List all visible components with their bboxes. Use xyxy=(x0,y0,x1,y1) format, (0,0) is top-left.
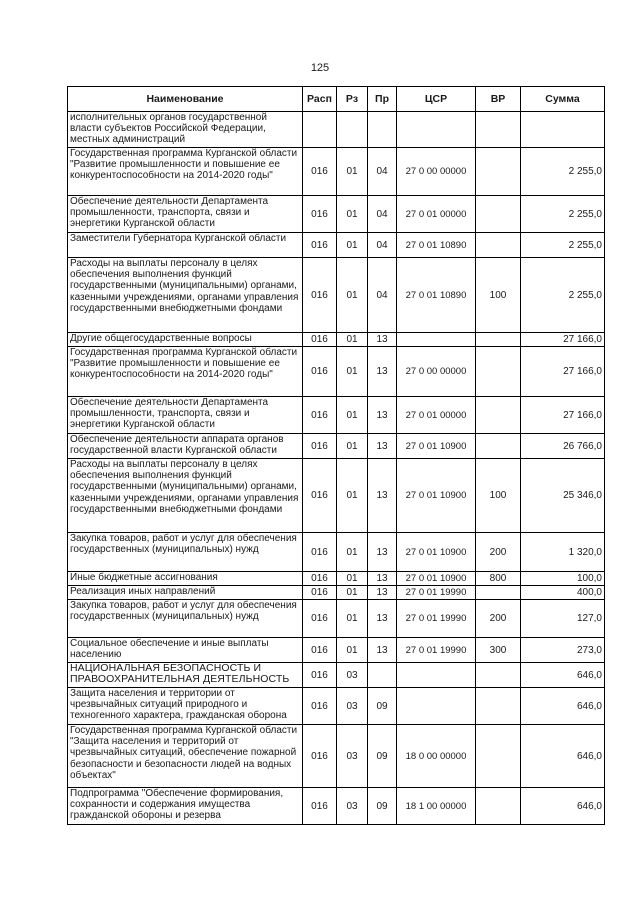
cell-sum xyxy=(521,112,605,148)
table-row xyxy=(68,725,605,788)
cell-name: Государственная программа Курганской области "Развитие промышленности и повышение ее конкурентоспособности на 2014-2020 годы" xyxy=(68,347,303,397)
cell-pr: 13 xyxy=(368,533,397,572)
cell-rasp: 016 xyxy=(303,347,337,397)
cell-sum: 400,0 xyxy=(521,586,605,600)
table-row xyxy=(68,196,605,233)
cell-csr: 27 0 01 19990 xyxy=(397,586,476,600)
cell-rz: 03 xyxy=(337,788,368,825)
cell-vr xyxy=(476,688,521,725)
table-row xyxy=(68,788,605,825)
cell-sum: 2 255,0 xyxy=(521,148,605,196)
table-row xyxy=(68,258,605,333)
cell-pr: 13 xyxy=(368,586,397,600)
cell-name: Государственная программа Курганской области "Защита населения и территорий от чрезвычайных ситуаций, обеспечение пожарной безопасности и безопасности людей на водных объектах" xyxy=(68,725,303,788)
cell-csr xyxy=(397,112,476,148)
cell-csr xyxy=(397,688,476,725)
cell-rasp: 016 xyxy=(303,397,337,434)
cell-rz: 01 xyxy=(337,258,368,333)
cell-vr xyxy=(476,788,521,825)
cell-vr: 200 xyxy=(476,600,521,638)
table-row xyxy=(68,434,605,459)
cell-rz: 01 xyxy=(337,333,368,347)
cell-pr: 13 xyxy=(368,638,397,663)
cell-pr: 09 xyxy=(368,688,397,725)
cell-name: Иные бюджетные ассигнования xyxy=(68,572,303,586)
cell-pr: 09 xyxy=(368,788,397,825)
cell-vr xyxy=(476,347,521,397)
cell-rz: 01 xyxy=(337,572,368,586)
cell-pr xyxy=(368,663,397,688)
cell-rasp: 016 xyxy=(303,572,337,586)
table-row xyxy=(68,459,605,533)
table-row xyxy=(68,233,605,258)
cell-vr xyxy=(476,196,521,233)
col-header-vr: ВР xyxy=(476,87,521,112)
cell-sum: 25 346,0 xyxy=(521,459,605,533)
cell-rasp: 016 xyxy=(303,258,337,333)
cell-name: Социальное обеспечение и иные выплаты населению xyxy=(68,638,303,663)
cell-csr: 27 0 01 10900 xyxy=(397,434,476,459)
cell-vr xyxy=(476,148,521,196)
cell-name: Закупка товаров, работ и услуг для обеспечения государственных (муниципальных) нужд xyxy=(68,533,303,572)
cell-rasp: 016 xyxy=(303,688,337,725)
cell-vr: 200 xyxy=(476,533,521,572)
table-row xyxy=(68,663,605,688)
cell-rz: 01 xyxy=(337,638,368,663)
cell-csr: 27 0 00 00000 xyxy=(397,148,476,196)
cell-rz: 01 xyxy=(337,459,368,533)
cell-vr: 100 xyxy=(476,459,521,533)
cell-csr: 27 0 00 00000 xyxy=(397,347,476,397)
cell-sum: 646,0 xyxy=(521,663,605,688)
cell-vr: 300 xyxy=(476,638,521,663)
table-row xyxy=(68,572,605,586)
table-body xyxy=(68,112,605,825)
table-row xyxy=(68,347,605,397)
cell-name: Заместители Губернатора Курганской области xyxy=(68,233,303,258)
col-header-csr: ЦСР xyxy=(397,87,476,112)
cell-rz: 03 xyxy=(337,688,368,725)
cell-rasp: 016 xyxy=(303,663,337,688)
page-number: 125 xyxy=(310,62,330,74)
cell-rasp: 016 xyxy=(303,196,337,233)
cell-rz xyxy=(337,112,368,148)
cell-pr: 09 xyxy=(368,725,397,788)
table-row xyxy=(68,688,605,725)
cell-rasp: 016 xyxy=(303,725,337,788)
cell-vr xyxy=(476,586,521,600)
cell-csr: 27 0 01 10900 xyxy=(397,533,476,572)
cell-name: Закупка товаров, работ и услуг для обеспечения государственных (муниципальных) нужд xyxy=(68,600,303,638)
table-row xyxy=(68,586,605,600)
cell-rasp xyxy=(303,112,337,148)
cell-rasp: 016 xyxy=(303,638,337,663)
cell-sum: 100,0 xyxy=(521,572,605,586)
cell-vr xyxy=(476,663,521,688)
cell-sum: 646,0 xyxy=(521,788,605,825)
cell-rz: 01 xyxy=(337,586,368,600)
cell-csr xyxy=(397,663,476,688)
cell-csr: 27 0 01 10890 xyxy=(397,258,476,333)
cell-name: Обеспечение деятельности Департамента промышленности, транспорта, связи и энергетики Курганской области xyxy=(68,397,303,434)
cell-csr: 27 0 01 19990 xyxy=(397,638,476,663)
cell-rasp: 016 xyxy=(303,459,337,533)
table-row xyxy=(68,600,605,638)
cell-rz: 03 xyxy=(337,725,368,788)
cell-csr: 27 0 01 00000 xyxy=(397,397,476,434)
table-row xyxy=(68,112,605,148)
cell-name: Подпрограмма "Обеспечение формирования, сохранности и содержания имущества гражданской обороны и резерва xyxy=(68,788,303,825)
cell-name: НАЦИОНАЛЬНАЯ БЕЗОПАСНОСТЬ И ПРАВООХРАНИТЕЛЬНАЯ ДЕЯТЕЛЬНОСТЬ xyxy=(68,663,303,688)
cell-sum: 2 255,0 xyxy=(521,196,605,233)
cell-rz: 01 xyxy=(337,533,368,572)
cell-rasp: 016 xyxy=(303,434,337,459)
cell-rasp: 016 xyxy=(303,586,337,600)
cell-rasp: 016 xyxy=(303,788,337,825)
cell-pr: 13 xyxy=(368,572,397,586)
cell-pr: 13 xyxy=(368,397,397,434)
cell-csr: 27 0 01 10890 xyxy=(397,233,476,258)
cell-pr: 13 xyxy=(368,333,397,347)
cell-sum: 646,0 xyxy=(521,688,605,725)
cell-rz: 01 xyxy=(337,397,368,434)
cell-sum: 27 166,0 xyxy=(521,333,605,347)
cell-csr xyxy=(397,333,476,347)
cell-name: Расходы на выплаты персоналу в целях обеспечения выполнения функций государственными (муниципальными) органами, казенными учреждениями, органами управления государственными внебюджетными фондами xyxy=(68,258,303,333)
cell-sum: 26 766,0 xyxy=(521,434,605,459)
cell-rz: 01 xyxy=(337,347,368,397)
cell-rz: 01 xyxy=(337,233,368,258)
cell-csr: 27 0 01 10900 xyxy=(397,459,476,533)
cell-pr xyxy=(368,112,397,148)
cell-vr: 100 xyxy=(476,258,521,333)
cell-name: Обеспечение деятельности Департамента промышленности, транспорта, связи и энергетики Курганской области xyxy=(68,196,303,233)
cell-pr: 04 xyxy=(368,233,397,258)
cell-pr: 04 xyxy=(368,148,397,196)
cell-sum: 27 166,0 xyxy=(521,347,605,397)
cell-vr xyxy=(476,397,521,434)
cell-rz: 01 xyxy=(337,196,368,233)
cell-vr xyxy=(476,233,521,258)
cell-vr xyxy=(476,333,521,347)
cell-csr: 18 0 00 00000 xyxy=(397,725,476,788)
cell-pr: 13 xyxy=(368,600,397,638)
cell-name: исполнительных органов государственной власти субъектов Российской Федерации, местных администраций xyxy=(68,112,303,148)
cell-rz: 01 xyxy=(337,434,368,459)
cell-name: Обеспечение деятельности аппарата органов государственной власти Курганской области xyxy=(68,434,303,459)
col-header-rasp: Расп xyxy=(303,87,337,112)
cell-rasp: 016 xyxy=(303,533,337,572)
cell-rasp: 016 xyxy=(303,148,337,196)
table-row xyxy=(68,397,605,434)
cell-pr: 04 xyxy=(368,258,397,333)
cell-pr: 13 xyxy=(368,347,397,397)
table-header-row xyxy=(68,87,605,112)
table-row xyxy=(68,148,605,196)
cell-name: Государственная программа Курганской области "Развитие промышленности и повышение ее конкурентоспособности на 2014-2020 годы" xyxy=(68,148,303,196)
cell-rz: 03 xyxy=(337,663,368,688)
cell-sum: 127,0 xyxy=(521,600,605,638)
budget-table xyxy=(67,86,605,825)
cell-sum: 646,0 xyxy=(521,725,605,788)
cell-rasp: 016 xyxy=(303,600,337,638)
cell-sum: 273,0 xyxy=(521,638,605,663)
cell-sum: 2 255,0 xyxy=(521,233,605,258)
col-header-rz: Рз xyxy=(337,87,368,112)
cell-csr: 18 1 00 00000 xyxy=(397,788,476,825)
cell-name: Реализация иных направлений xyxy=(68,586,303,600)
cell-sum: 2 255,0 xyxy=(521,258,605,333)
cell-pr: 13 xyxy=(368,459,397,533)
cell-csr: 27 0 01 10900 xyxy=(397,572,476,586)
cell-vr: 800 xyxy=(476,572,521,586)
cell-csr: 27 0 01 19990 xyxy=(397,600,476,638)
cell-name: Защита населения и территории от чрезвычайных ситуаций природного и техногенного характера, гражданская оборона xyxy=(68,688,303,725)
cell-rz: 01 xyxy=(337,600,368,638)
cell-vr xyxy=(476,112,521,148)
cell-pr: 13 xyxy=(368,434,397,459)
cell-vr xyxy=(476,725,521,788)
cell-csr: 27 0 01 00000 xyxy=(397,196,476,233)
cell-rz: 01 xyxy=(337,148,368,196)
table-row xyxy=(68,533,605,572)
table-row xyxy=(68,333,605,347)
col-header-name: Наименование xyxy=(68,87,303,112)
cell-name: Другие общегосударственные вопросы xyxy=(68,333,303,347)
col-header-sum: Сумма xyxy=(521,87,605,112)
cell-rasp: 016 xyxy=(303,233,337,258)
cell-name: Расходы на выплаты персоналу в целях обеспечения выполнения функций государственными (муниципальными) органами, казенными учреждениями, органами управления государственными внебюджетными фондами xyxy=(68,459,303,533)
table-row xyxy=(68,638,605,663)
cell-vr xyxy=(476,434,521,459)
cell-sum: 1 320,0 xyxy=(521,533,605,572)
cell-rasp: 016 xyxy=(303,333,337,347)
cell-pr: 04 xyxy=(368,196,397,233)
cell-sum: 27 166,0 xyxy=(521,397,605,434)
col-header-pr: Пр xyxy=(368,87,397,112)
